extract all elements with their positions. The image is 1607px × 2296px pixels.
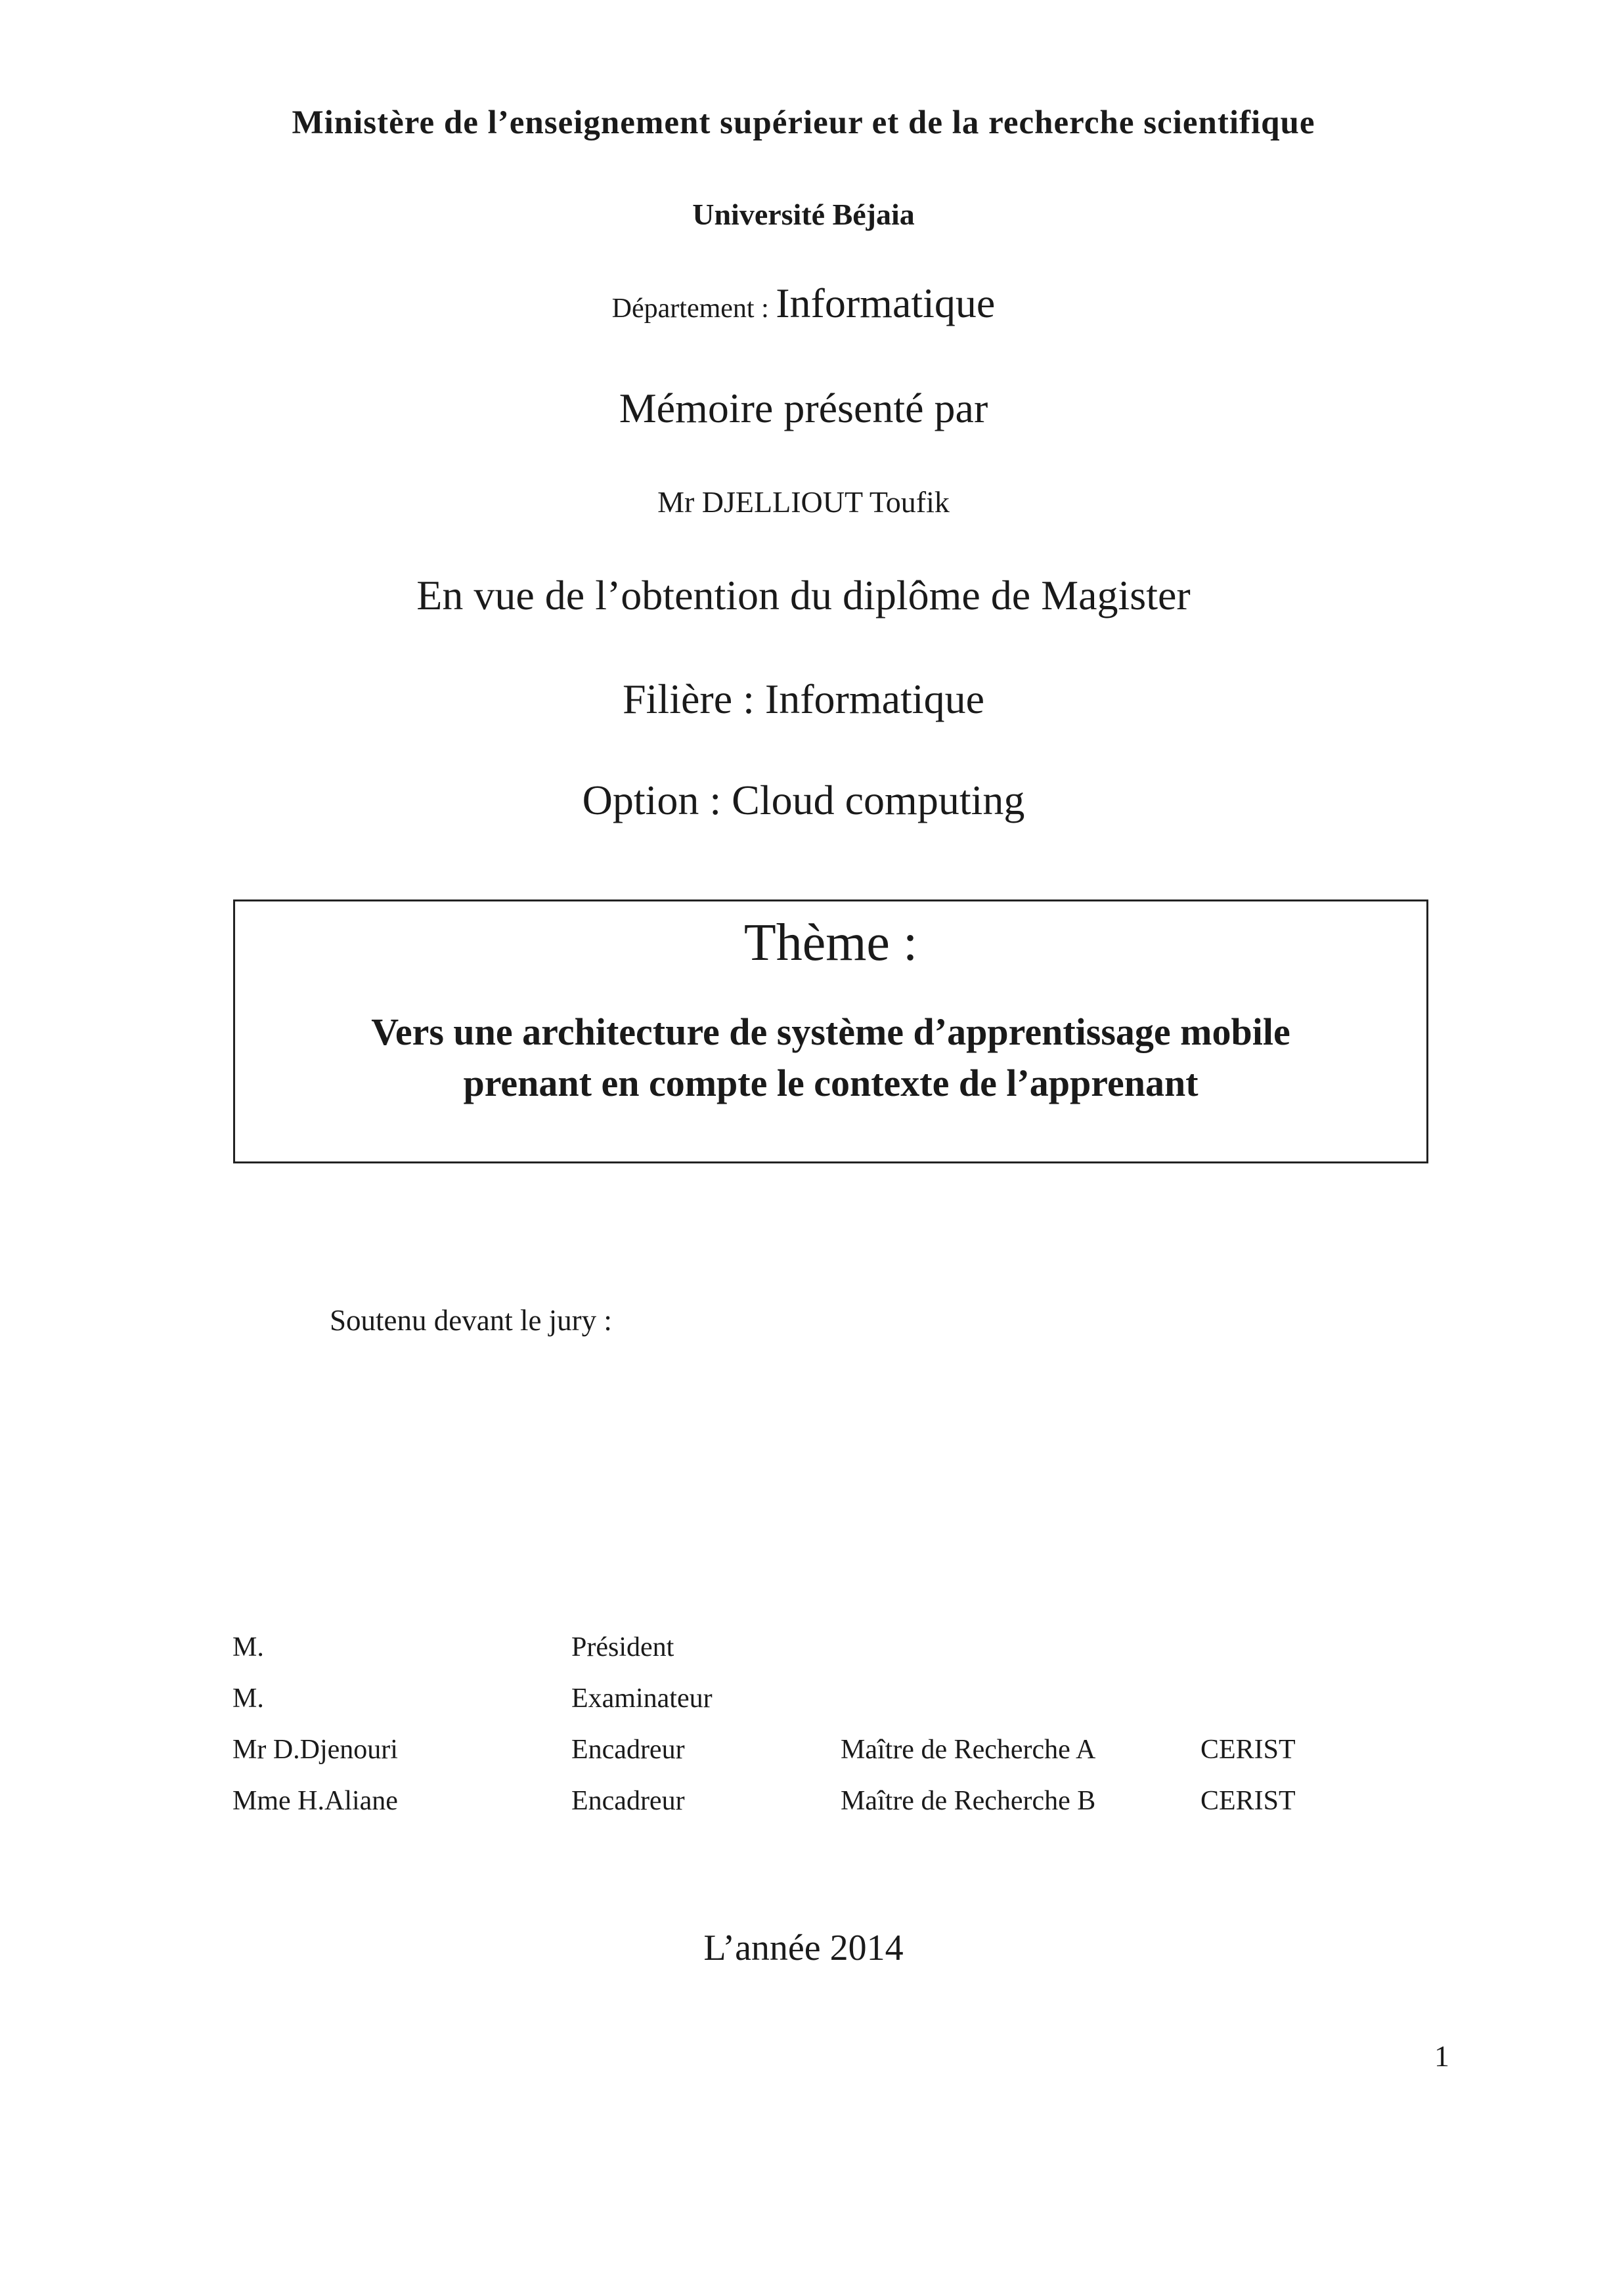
jury-affiliation (1200, 1683, 1332, 1734)
jury-grade: Maître de Recherche B (841, 1786, 1096, 1816)
jury-name: M. (232, 1683, 264, 1714)
ministry-heading: Ministère de l’enseignement supérieur et de la recherche scientifique (292, 104, 1315, 141)
jury-role: Encadreur (571, 1735, 685, 1765)
page-number: 1 (1434, 2039, 1449, 2073)
jury-role: Président (571, 1632, 674, 1662)
jury-row (232, 1683, 1332, 1734)
jury-affiliation (1200, 1632, 1332, 1683)
theme-title-line2: prenant en compte le contexte de l’apprenant (463, 1062, 1199, 1104)
university-name: Université Béjaia (692, 198, 915, 231)
theme-title-line1: Vers une architecture de système d’apprentissage mobile (371, 1010, 1290, 1053)
jury-role: Encadreur (571, 1786, 685, 1816)
department-line (0, 279, 1607, 328)
presented-by: Mémoire présenté par (619, 385, 988, 431)
option-line: Option : Cloud computing (582, 777, 1025, 823)
jury-affiliation: CERIST (1200, 1786, 1296, 1816)
theme-box (233, 899, 1428, 1163)
jury-intro: Soutenu devant le jury : (330, 1304, 612, 1337)
filiere-line: Filière : Informatique (623, 676, 984, 722)
jury-name: Mme H.Aliane (232, 1786, 398, 1816)
jury-row (232, 1785, 1332, 1836)
diploma-line: En vue de l’obtention du diplôme de Magister (416, 572, 1191, 618)
theme-label: Thème : (743, 914, 918, 972)
department-value: Informatique (776, 280, 996, 326)
jury-grade: Maître de Recherche A (841, 1735, 1096, 1765)
jury-affiliation: CERIST (1200, 1735, 1296, 1765)
author-name: Mr DJELLIOUT Toufik (657, 485, 950, 519)
jury-grade (841, 1632, 1200, 1683)
jury-name: Mr D.Djenouri (232, 1735, 398, 1765)
jury-role: Examinateur (571, 1683, 713, 1714)
year-line: L’année 2014 (703, 1928, 904, 1968)
jury-grade (841, 1683, 1200, 1734)
jury-row (232, 1734, 1332, 1785)
jury-name: M. (232, 1632, 264, 1662)
jury-row (232, 1632, 1332, 1683)
jury-table (232, 1632, 1332, 1836)
department-label: Département : (611, 293, 776, 324)
theme-title (235, 1007, 1426, 1109)
